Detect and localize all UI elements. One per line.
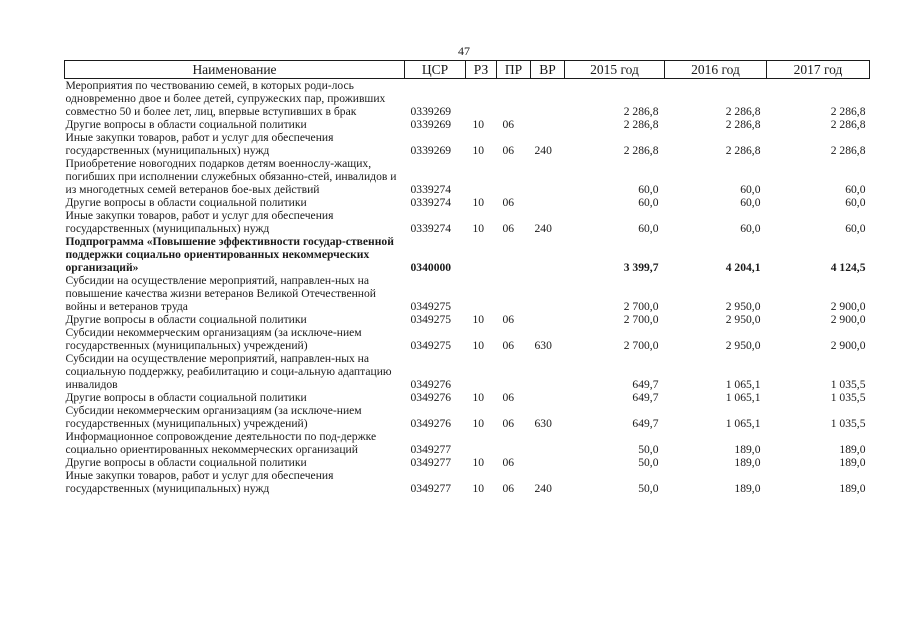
cell-vr [531,118,565,131]
cell-pr [497,157,531,196]
cell-2016: 2 286,8 [725,144,761,157]
cell-vr [531,235,565,274]
cell-pr: 06 [502,456,515,469]
cell-2016: 189,0 [734,443,761,456]
cell-csr: 0339274 [410,183,452,196]
table-row [65,274,870,313]
cell-csr: 0339274 [410,196,452,209]
table-row [65,196,870,209]
cell-csr: 0339269 [410,144,452,157]
cell-csr: 0349275 [410,300,452,313]
cell-2017: 60,0 [845,183,866,196]
cell-vr [531,430,565,456]
cell-csr: 0339269 [410,118,452,131]
cell-name: Иные закупки товаров, работ и услуг для обеспечения государственных (муниципальных) нужд [65,469,334,495]
cell-rz: 10 [472,482,485,495]
cell-vr [531,352,565,391]
cell-name: Приобретение новогодних подарков детям военнослу-жащих, погибших при исполнении служебных обязанно-стей, инвалидов и из многодетных семей ветеранов бое-вых действий [65,157,397,196]
cell-pr: 06 [502,313,515,326]
cell-2017: 2 900,0 [830,313,866,326]
cell-csr: 0349276 [410,378,452,391]
cell-pr: 06 [502,222,515,235]
cell-2016: 2 286,8 [725,105,761,118]
cell-name: Другие вопросы в области социальной политики [65,196,307,209]
cell-2017: 60,0 [845,222,866,235]
cell-rz: 10 [472,391,485,404]
table-row [65,430,870,456]
cell-2015: 3 399,7 [623,261,659,274]
cell-name: Субсидии на осуществление мероприятий, направлен-ных на повышение качества жизни ветеранов Великой Отечественной войны и ветеранов труда [65,274,377,313]
cell-vr: 630 [534,339,552,352]
cell-2017: 4 124,5 [830,261,866,274]
cell-2016: 2 950,0 [725,313,761,326]
cell-name: Мероприятия по чествованию семей, в которых роди-лось одновременно двое и более детей, супружеских пар, проживших совместно 50 и более лет, лиц, впервые вступивших в брак [65,79,386,118]
cell-2017: 2 900,0 [830,300,866,313]
cell-2016: 60,0 [740,222,761,235]
cell-csr: 0340000 [410,261,452,274]
cell-2015: 60,0 [638,222,659,235]
header-vr: ВР [531,61,565,79]
cell-rz: 10 [472,196,485,209]
table-body [65,79,870,496]
cell-rz [466,79,497,119]
cell-csr: 0349277 [410,456,452,469]
cell-2015: 2 286,8 [623,144,659,157]
cell-2017: 1 035,5 [830,391,866,404]
cell-vr: 630 [534,417,552,430]
cell-rz: 10 [472,222,485,235]
cell-2015: 60,0 [638,183,659,196]
cell-name: Субсидии некоммерческим организациям (за исключе-нием государственных (муниципальных) учреждений) [65,404,362,430]
cell-name: Иные закупки товаров, работ и услуг для обеспечения государственных (муниципальных) нужд [65,209,334,235]
header-2016: 2016 год [665,61,767,79]
cell-csr: 0339274 [410,222,452,235]
cell-vr [531,79,565,119]
table-row [65,469,870,495]
cell-2015: 649,7 [632,378,659,391]
table-row [65,456,870,469]
cell-vr [531,274,565,313]
table-row [65,352,870,391]
cell-2016: 2 950,0 [725,300,761,313]
cell-name: Другие вопросы в области социальной политики [65,456,307,469]
cell-2017: 2 286,8 [830,118,866,131]
cell-vr: 240 [534,482,552,495]
cell-rz: 10 [472,456,485,469]
page-number: 47 [458,44,470,58]
cell-2017: 189,0 [839,482,866,495]
header-csr: ЦСР [405,61,466,79]
cell-csr: 0349276 [410,391,452,404]
cell-2015: 60,0 [638,196,659,209]
cell-csr: 0339269 [410,105,452,118]
cell-rz [466,157,497,196]
cell-pr: 06 [502,339,515,352]
table-row [65,79,870,119]
table-row [65,157,870,196]
cell-pr: 06 [502,482,515,495]
cell-2015: 50,0 [638,482,659,495]
cell-rz: 10 [472,118,485,131]
cell-rz [466,274,497,313]
table-row [65,118,870,131]
cell-2016: 189,0 [734,482,761,495]
cell-name: Другие вопросы в области социальной политики [65,391,307,404]
cell-name: Подпрограмма «Повышение эффективности государ-ственной поддержки социально ориентированных некоммерческих организаций» [65,235,394,274]
header-pr: ПР [497,61,531,79]
cell-2017: 1 035,5 [830,378,866,391]
header-row [65,61,870,79]
table-row [65,313,870,326]
budget-table [64,60,870,495]
cell-2015: 649,7 [632,417,659,430]
cell-2017: 189,0 [839,443,866,456]
cell-2017: 2 900,0 [830,339,866,352]
header-2017: 2017 год [767,61,870,79]
cell-2016: 60,0 [740,196,761,209]
header-rz: РЗ [466,61,497,79]
table-header [65,61,870,79]
cell-csr: 0349275 [410,339,452,352]
cell-2017: 1 035,5 [830,417,866,430]
cell-pr [497,352,531,391]
cell-2016: 189,0 [734,456,761,469]
cell-pr: 06 [502,196,515,209]
table-row [65,404,870,430]
table-row [65,235,870,274]
cell-2017: 189,0 [839,456,866,469]
cell-pr [497,235,531,274]
cell-2015: 50,0 [638,443,659,456]
cell-2015: 2 286,8 [623,118,659,131]
cell-2016: 60,0 [740,183,761,196]
cell-rz [466,352,497,391]
cell-2015: 2 286,8 [623,105,659,118]
cell-vr [531,313,565,326]
cell-2017: 2 286,8 [830,144,866,157]
header-name: Наименование [65,61,405,79]
cell-name: Информационное сопровождение деятельности по под-держке социально ориентированных некоммерческих организаций [65,430,377,456]
cell-csr: 0349277 [410,443,452,456]
cell-rz: 10 [472,417,485,430]
cell-pr [497,79,531,119]
cell-2016: 1 065,1 [725,391,761,404]
cell-vr [531,391,565,404]
table-row [65,326,870,352]
cell-vr [531,456,565,469]
cell-name: Субсидии некоммерческим организациям (за исключе-нием государственных (муниципальных) учреждений) [65,326,362,352]
cell-vr: 240 [534,222,552,235]
cell-pr: 06 [502,144,515,157]
cell-rz [466,235,497,274]
cell-name: Другие вопросы в области социальной политики [65,118,307,131]
cell-2015: 2 700,0 [623,313,659,326]
cell-vr [531,157,565,196]
cell-csr: 0349276 [410,417,452,430]
cell-2016: 2 950,0 [725,339,761,352]
cell-vr: 240 [534,144,552,157]
cell-2016: 1 065,1 [725,378,761,391]
cell-2015: 50,0 [638,456,659,469]
table-row [65,209,870,235]
cell-name: Иные закупки товаров, работ и услуг для обеспечения государственных (муниципальных) нужд [65,131,334,157]
cell-rz: 10 [472,313,485,326]
cell-2016: 2 286,8 [725,118,761,131]
cell-rz: 10 [472,144,485,157]
cell-2017: 60,0 [845,196,866,209]
cell-pr: 06 [502,118,515,131]
table-row [65,391,870,404]
cell-rz: 10 [472,339,485,352]
cell-2016: 1 065,1 [725,417,761,430]
cell-2016: 4 204,1 [725,261,761,274]
cell-csr: 0349275 [410,313,452,326]
table-row [65,131,870,157]
cell-rz [466,430,497,456]
header-2015: 2015 год [565,61,665,79]
cell-2015: 2 700,0 [623,339,659,352]
cell-pr: 06 [502,417,515,430]
cell-pr: 06 [502,391,515,404]
cell-2015: 649,7 [632,391,659,404]
cell-2017: 2 286,8 [830,105,866,118]
cell-2015: 2 700,0 [623,300,659,313]
cell-csr: 0349277 [410,482,452,495]
cell-vr [531,196,565,209]
cell-name: Субсидии на осуществление мероприятий, направлен-ных на социальную поддержку, реабилитацию и соци-альную адаптацию инвалидов [65,352,392,391]
cell-pr [497,430,531,456]
cell-pr [497,274,531,313]
cell-name: Другие вопросы в области социальной политики [65,313,307,326]
